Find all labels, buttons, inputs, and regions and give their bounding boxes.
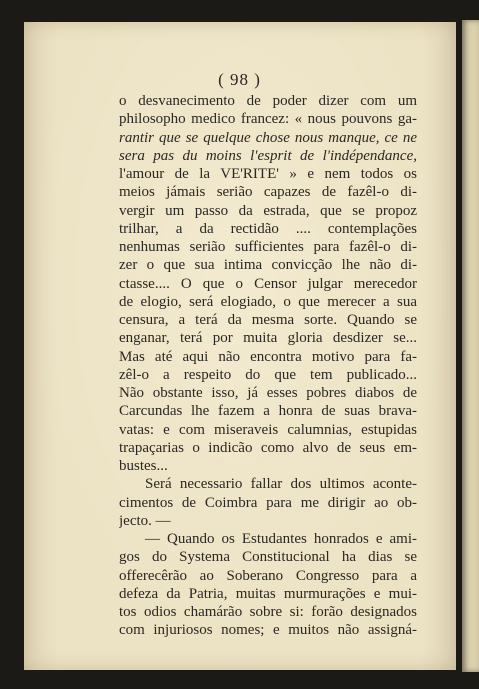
text-line: offerecêrão ao Soberano Congresso para a xyxy=(119,567,417,584)
text-line: cimentos de Coimbra para me dirigir ao ob- xyxy=(119,494,417,511)
text-line: sera pas du moins l'esprit de l'indépendance, xyxy=(119,147,417,164)
text-line: trilhar, a da rectidão .... contemplações xyxy=(119,220,417,237)
text-line: enganar, terá por muita gloria desdizer se... xyxy=(119,330,417,347)
text-line: de elogio, será elogiado, o que merecer a sua xyxy=(119,293,417,310)
text-line: trapaçarias o indicão como alvo de seus em- xyxy=(119,439,417,456)
text-line: philosopho medico francez: « nous pouvons ga- xyxy=(119,111,417,128)
text-line: censura, a terá da mesma sorte. Quando se xyxy=(119,312,417,328)
text-line: Carcundas lhe fazem a honra de suas brava- xyxy=(119,403,417,420)
text-line: bustes... xyxy=(119,458,168,474)
text-line: zer o que sua intima convicção lhe não di- xyxy=(119,257,417,274)
text-line: com injuriosos nomes; e muitos não assigná- xyxy=(119,622,417,639)
body-text xyxy=(119,92,417,640)
text-line: Será necessario fallar dos ultimos aconte- xyxy=(145,476,417,493)
text-line: jecto. — xyxy=(119,512,171,529)
text-line: meios jámais serião capazes de fazêl-o di- xyxy=(119,184,417,201)
text-line: vergir um passo da estrada, que se propoz xyxy=(119,202,417,219)
text-line: vatas: e com miseraveis calumnias, estupidas xyxy=(119,421,417,438)
text-line: defeza da Patria, muitas murmurações e mui- xyxy=(119,585,417,602)
page-number: ( 98 ) xyxy=(218,70,261,89)
next-page-edge xyxy=(462,20,479,672)
text-line: — Quando os Estudantes honrados e ami- xyxy=(145,531,417,547)
text-line: nenhumas serião sufficientes para fazêl-o di- xyxy=(119,239,417,255)
text-line: ctasse.... O que o Censor julgar merecedor xyxy=(119,275,417,292)
text-line: o desvanecimento de poder dizer com um xyxy=(119,93,417,109)
text-line: rantir que se quelque chose nous manque, ce ne xyxy=(119,129,417,146)
text-line: gos do Systema Constitucional ha dias se xyxy=(119,549,417,566)
text-line: tos odios chamárão sobre si: forão designados xyxy=(119,604,417,620)
text-line: zêl-o a respeito do que tem publicado... xyxy=(119,366,417,383)
text-line: Não obstante isso, já esses pobres diabos de xyxy=(119,385,417,401)
text-line: l'amour de la VE'RITE' » e nem todos os xyxy=(119,166,417,182)
text-line: Mas até aqui não encontra motivo para fa- xyxy=(119,348,417,365)
